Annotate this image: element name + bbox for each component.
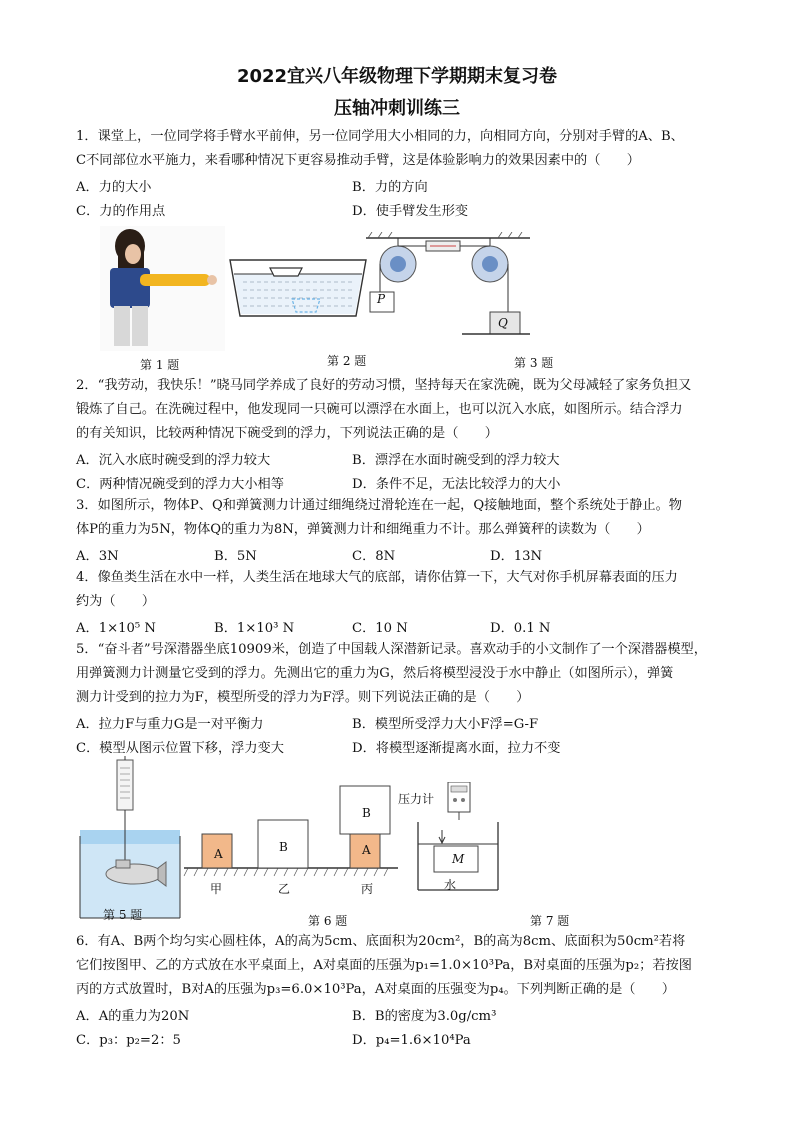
q6-option-b: B．B的密度为3.0g/cm³ xyxy=(352,1009,497,1024)
q1-option-d: D．使手臂发生形变 xyxy=(352,204,469,219)
fig6-label-jia: 甲 xyxy=(210,882,223,896)
q5-option-a: A．拉力F与重力G是一对平衡力 xyxy=(76,717,264,732)
q3-option-c: C．8N xyxy=(352,549,396,564)
q3-option-b: B．5N xyxy=(214,549,257,564)
page-subtitle: 压轴冲刺训练三 xyxy=(334,98,460,119)
fig6-label-a1: A xyxy=(214,847,223,861)
figure-5-spring-scale xyxy=(78,756,182,922)
q3-line-2: 体P的重力为5N，物体Q的重力为8N，弹簧测力计和细绳重力不计。那么弹簧秤的读数为（ ） xyxy=(76,522,650,537)
q5-option-b: B．模型所受浮力大小F浮=G-F xyxy=(352,717,539,732)
q4-option-d: D．0.1 N xyxy=(490,621,551,636)
q4-option-c: C．10 N xyxy=(352,621,408,636)
q6-line-2: 它们按图甲、乙的方式放在水平桌面上，A对桌面的压强为p₁=1.0×10³Pa，B对桌面的压强为p₂；若按图 xyxy=(76,958,692,973)
q2-line-2: 锻炼了自己。在洗碗过程中，他发现同一只碗可以漂浮在水面上，也可以沉入水底，如图所示。结合浮力 xyxy=(76,402,683,417)
q1-line-2: C不同部位水平施力，来看哪种情况下更容易推动手臂，这是体验影响力的效果因素中的（ ） xyxy=(76,153,640,168)
q3-option-a: A．3N xyxy=(76,549,119,564)
fig6-label-a2: A xyxy=(362,843,371,857)
q2-option-b: B．漂浮在水面时碗受到的浮力较大 xyxy=(352,453,560,468)
q4-option-a: A．1×10⁵ N xyxy=(76,621,156,636)
figure-1-photo xyxy=(100,226,225,351)
page-title: 2022宜兴八年级物理下学期期末复习卷 xyxy=(236,66,558,87)
q3-line-1: 3．如图所示，物体P、Q和弹簧测力计通过细绳绕过滑轮连在一起，Q接触地面，整个系统处于静止。物 xyxy=(76,498,682,513)
caption-fig-5: 第 5 题 xyxy=(103,908,143,922)
fig7-label-water: 水 xyxy=(444,878,457,892)
q2-option-a: A．沉入水底时碗受到的浮力较大 xyxy=(76,453,271,468)
q1-option-c: C．力的作用点 xyxy=(76,204,166,219)
q5-line-2: 用弹簧测力计测量它受到的浮力。先测出它的重力为G，然后将模型浸没于水中静止（如图所示），弹簧 xyxy=(76,666,674,681)
fig6-label-b2: B xyxy=(362,806,371,820)
q2-line-1: 2．“我劳动，我快乐！”晓马同学养成了良好的劳动习惯，坚持每天在家洗碗，既为父母减轻了家务负担又 xyxy=(76,378,692,393)
q1-line-1: 1．课堂上，一位同学将手臂水平前伸，另一位同学用大小相同的力，向相同方向，分别对手臂的A、B、 xyxy=(76,129,684,144)
fig6-label-bing: 丙 xyxy=(361,882,374,896)
caption-fig-2: 第 2 题 xyxy=(327,354,367,368)
q1-option-a: A．力的大小 xyxy=(76,180,152,195)
caption-fig-7: 第 7 题 xyxy=(530,914,570,928)
figure-6-blocks xyxy=(182,782,400,882)
fig6-label-b1: B xyxy=(279,840,288,854)
fig3-label-q: Q xyxy=(498,316,508,330)
q4-option-b: B．1×10³ N xyxy=(214,621,295,636)
q5-line-1: 5．“奋斗者”号深潜器坐底10909米，创造了中国载人深潜新记录。喜欢动手的小文制作了一个深潜器模型， xyxy=(76,642,707,657)
fig7-label-m: M xyxy=(452,852,465,866)
figure-2-basin xyxy=(228,252,368,322)
q1-option-b: B．力的方向 xyxy=(352,180,428,195)
q6-option-a: A．A的重力为20N xyxy=(76,1009,190,1024)
q5-option-c: C．模型从图示位置下移，浮力变大 xyxy=(76,741,284,756)
fig6-label-yi: 乙 xyxy=(278,882,291,896)
caption-fig-1: 第 1 题 xyxy=(140,358,180,372)
q6-line-1: 6．有A、B两个均匀实心圆柱体，A的高为5cm、底面积为20cm²，B的高为8cm、底面积为50cm²若将 xyxy=(76,934,686,949)
q5-option-d: D．将模型逐渐提离水面，拉力不变 xyxy=(352,741,561,756)
q2-option-d: D．条件不足，无法比较浮力的大小 xyxy=(352,477,561,492)
caption-fig-3: 第 3 题 xyxy=(514,356,554,370)
fig7-label-meter: 压力计 xyxy=(398,792,435,806)
q6-option-c: C．p₃：p₂=2：5 xyxy=(76,1033,181,1048)
q2-line-3: 的有关知识，比较两种情况下碗受到的浮力，下列说法正确的是（ ） xyxy=(76,426,498,441)
q4-line-2: 约为（ ） xyxy=(76,594,156,609)
fig3-label-p: P xyxy=(377,292,386,306)
q4-line-1: 4．像鱼类生活在水中一样，人类生活在地球大气的底部，请你估算一下，大气对你手机屏幕表面的压力 xyxy=(76,570,678,585)
q5-line-3: 测力计受到的拉力为F，模型所受的浮力为F浮。则下列说法正确的是（ ） xyxy=(76,690,530,705)
q6-line-3: 丙的方式放置时，B对A的压强为p₃=6.0×10³Pa，A对桌面的压强变为p₄。下列判断正确的是（ ） xyxy=(76,982,676,997)
caption-fig-6: 第 6 题 xyxy=(308,914,348,928)
q6-option-d: D．p₄=1.6×10⁴Pa xyxy=(352,1033,471,1048)
q2-option-c: C．两种情况碗受到的浮力大小相等 xyxy=(76,477,284,492)
q3-option-d: D．13N xyxy=(490,549,543,564)
